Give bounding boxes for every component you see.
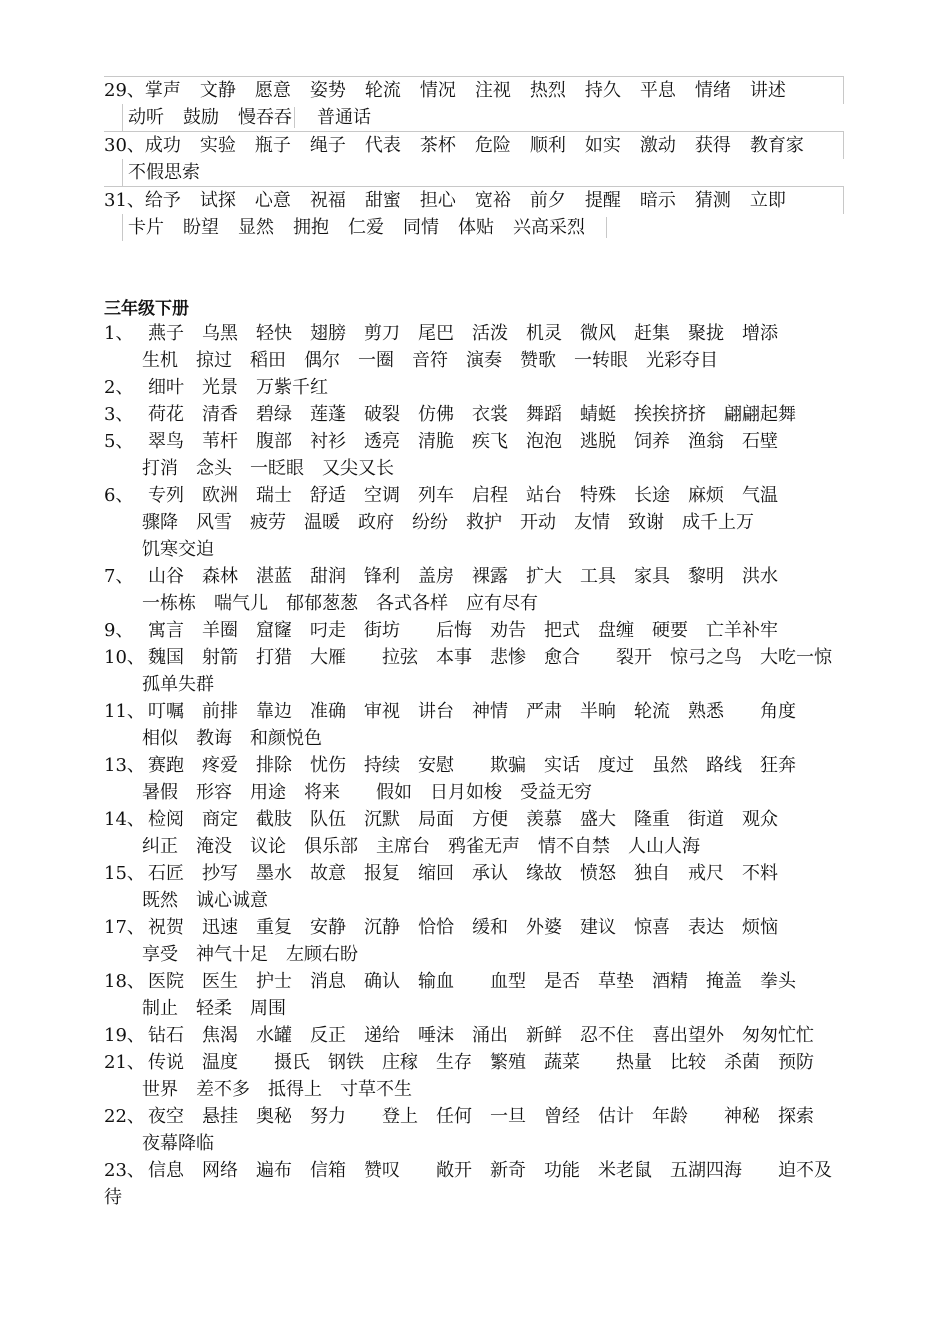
lesson-line xyxy=(104,833,864,860)
lesson-words: 饥寒交迫 xyxy=(142,539,214,560)
lesson-line xyxy=(104,1049,864,1076)
lesson-line xyxy=(104,806,864,833)
lesson-words: 纠正 淹没 议论 俱乐部 主席台 鸦雀无声 情不自禁 人山人海 xyxy=(142,836,700,857)
vocab-word: 瓶子 xyxy=(254,135,291,156)
lesson-words: 医院 医生 护士 消息 确认 输血 血型 是否 草垫 酒精 掩盖 拳头 xyxy=(148,971,796,992)
lesson-number: 19、 xyxy=(104,1025,145,1046)
lesson-words: 打消 念头 一眨眼 又尖又长 xyxy=(142,458,394,479)
vocab-word: 动听 xyxy=(128,107,164,128)
lesson-words: 魏国 射箭 打猎 大雁 拉弦 本事 悲惨 愈合 裂开 惊弓之鸟 大吃一惊 xyxy=(148,647,832,668)
vocab-word: 鼓励 xyxy=(183,107,219,128)
lesson-words: 享受 神气十足 左顾右盼 xyxy=(142,944,358,965)
vocab-word: 拥抱 xyxy=(293,217,329,238)
vocab-word: 绳子 xyxy=(309,135,346,156)
lesson-words: 荷花 清香 碧绿 莲蓬 破裂 仿佛 衣裳 舞蹈 蜻蜓 挨挨挤挤 翩翩起舞 xyxy=(148,404,796,425)
lesson-number: 7、 xyxy=(104,566,134,587)
lesson-line xyxy=(104,860,864,887)
lesson-number: 17、 xyxy=(104,917,145,938)
lesson-words: 制止 轻柔 周围 xyxy=(142,998,286,1019)
vocab-word: 茶杯 xyxy=(419,135,456,156)
section-title: 三年级下册 xyxy=(104,299,189,319)
lesson-30-line1 xyxy=(104,131,844,159)
lesson-words: 世界 差不多 抵得上 寸草不生 xyxy=(142,1079,412,1100)
vocab-word: 愿意 xyxy=(254,80,291,101)
lesson-words: 祝贺 迅速 重复 安静 沉静 恰恰 缓和 外婆 建议 惊喜 表达 烦恼 xyxy=(148,917,778,938)
lesson-number: 29、 xyxy=(104,80,145,101)
lesson-words: 相似 教诲 和颜悦色 xyxy=(142,728,322,749)
lesson-31-words xyxy=(145,190,805,211)
lesson-line xyxy=(104,428,864,455)
lesson-line xyxy=(104,590,864,617)
lesson-number: 31、 xyxy=(104,190,145,211)
vocab-word: 教育家 xyxy=(749,135,804,156)
lesson-words: 钻石 焦渴 水罐 反正 递给 唾沫 涌出 新鲜 忍不住 喜出望外 匆匆忙忙 xyxy=(148,1025,814,1046)
top-lessons xyxy=(104,76,844,241)
lesson-words: 一栋栋 喘气儿 郁郁葱葱 各式各样 应有尽有 xyxy=(142,593,538,614)
vocab-word: 提醒 xyxy=(584,190,621,211)
vocab-word: 慢吞吞 xyxy=(238,107,295,128)
vocab-word: 成功 xyxy=(144,135,181,156)
vocab-word: 卡片 xyxy=(128,217,164,238)
vocab-word: 获得 xyxy=(694,135,731,156)
vocab-word: 立即 xyxy=(749,190,786,211)
lesson-number: 18、 xyxy=(104,971,145,992)
vocab-word: 显然 xyxy=(238,217,274,238)
lesson-number: 21、 xyxy=(104,1052,145,1073)
lesson-number: 5、 xyxy=(104,431,134,452)
lesson-31-words-2 xyxy=(128,217,607,238)
lesson-line xyxy=(104,752,864,779)
lesson-30-line2 xyxy=(104,159,844,186)
lesson-words: 既然 诚心诚意 xyxy=(142,890,268,911)
vocab-word: 同情 xyxy=(403,217,439,238)
lesson-number: 6、 xyxy=(104,485,134,506)
vocab-word: 心意 xyxy=(254,190,291,211)
vocab-word: 情况 xyxy=(419,80,456,101)
wrapped-text: 待 xyxy=(104,1187,122,1208)
vocab-word: 掌声 xyxy=(144,80,181,101)
lesson-words: 传说 温度 摄氏 钢铁 庄稼 生存 繁殖 蔬菜 热量 比较 杀菌 预防 xyxy=(148,1052,814,1073)
vocab-word: 实验 xyxy=(199,135,236,156)
vocab-word: 普通话 xyxy=(317,107,371,128)
lesson-words: 赛跑 疼爱 排除 忧伤 持续 安慰 欺骗 实话 度过 虽然 路线 狂奔 xyxy=(148,755,796,776)
vocab-word: 担心 xyxy=(419,190,456,211)
lesson-words: 暑假 形容 用途 将来 假如 日月如梭 受益无穷 xyxy=(142,782,592,803)
lesson-words: 翠鸟 苇杆 腹部 衬衫 透亮 清脆 疾飞 泡泡 逃脱 饲养 渔翁 石壁 xyxy=(148,431,778,452)
lesson-line xyxy=(104,698,864,725)
lesson-words: 专列 欧洲 瑞士 舒适 空调 列车 启程 站台 特殊 长途 麻烦 气温 xyxy=(148,485,778,506)
vocab-word: 讲述 xyxy=(749,80,786,101)
vocab-word: 试探 xyxy=(199,190,236,211)
vocab-word: 如实 xyxy=(584,135,621,156)
vocab-word: 情绪 xyxy=(694,80,731,101)
lesson-number: 3、 xyxy=(104,404,134,425)
vocab-word: 仁爱 xyxy=(348,217,384,238)
lesson-number: 10、 xyxy=(104,647,145,668)
lesson-line xyxy=(104,671,864,698)
vocab-word: 宽裕 xyxy=(474,190,511,211)
lesson-line xyxy=(104,374,864,401)
lesson-29-words-2 xyxy=(128,107,390,128)
vocab-word: 不假思索 xyxy=(128,162,200,183)
lesson-line xyxy=(104,725,864,752)
vocab-word: 前夕 xyxy=(529,190,566,211)
lesson-words: 石匠 抄写 墨水 故意 报复 缩回 承认 缘故 愤怒 独自 戒尺 不料 xyxy=(148,863,778,884)
lesson-line xyxy=(104,1103,864,1130)
vocab-word: 顺利 xyxy=(529,135,566,156)
lesson-words: 夜幕降临 xyxy=(142,1133,214,1154)
vocab-word: 姿势 xyxy=(309,80,346,101)
lesson-number: 2、 xyxy=(104,377,134,398)
vocab-word: 盼望 xyxy=(183,217,219,238)
vocab-word: 轮流 xyxy=(364,80,401,101)
lesson-31-line2 xyxy=(104,214,844,241)
lesson-line xyxy=(104,995,864,1022)
lesson-words: 骤降 风雪 疲劳 温暖 政府 纷纷 救护 开动 友情 致谢 成千上万 xyxy=(142,512,754,533)
vocab-word: 注视 xyxy=(474,80,511,101)
vocabulary-list xyxy=(104,320,864,1211)
lesson-number: 11、 xyxy=(104,701,145,722)
lesson-number: 13、 xyxy=(104,755,145,776)
vocab-word: 激动 xyxy=(639,135,676,156)
vocab-word: 文静 xyxy=(199,80,236,101)
lesson-words: 燕子 乌黑 轻快 翅膀 剪刀 尾巴 活泼 机灵 微风 赶集 聚拢 增添 xyxy=(148,323,778,344)
lesson-words: 细叶 光景 万紫千红 xyxy=(148,377,328,398)
lesson-line xyxy=(104,320,864,347)
lesson-line xyxy=(104,509,864,536)
lesson-line xyxy=(104,563,864,590)
lesson-line xyxy=(104,1157,864,1184)
lesson-line xyxy=(104,914,864,941)
lesson-words: 山谷 森林 湛蓝 甜润 锋利 盖房 裸露 扩大 工具 家具 黎明 洪水 xyxy=(148,566,778,587)
lesson-number: 14、 xyxy=(104,809,145,830)
lesson-words: 夜空 悬挂 奥秘 努力 登上 任何 一旦 曾经 估计 年龄 神秘 探索 xyxy=(148,1106,814,1127)
vocab-word: 代表 xyxy=(364,135,401,156)
vocab-word: 暗示 xyxy=(639,190,676,211)
lesson-line xyxy=(104,1022,864,1049)
vocab-word: 猜测 xyxy=(694,190,731,211)
lesson-line xyxy=(104,347,864,374)
lesson-line xyxy=(104,1076,864,1103)
lesson-words: 生机 掠过 稻田 偶尔 一圈 音符 演奏 赞歌 一转眼 光彩夺目 xyxy=(142,350,718,371)
lesson-number: 22、 xyxy=(104,1106,145,1127)
lesson-number: 23、 xyxy=(104,1160,145,1181)
vocab-word: 祝福 xyxy=(309,190,346,211)
lesson-number: 30、 xyxy=(104,135,145,156)
vocab-word: 热烈 xyxy=(529,80,566,101)
lesson-29-line2 xyxy=(104,104,844,131)
lesson-line xyxy=(104,455,864,482)
lesson-words: 寓言 羊圈 窟窿 叼走 街坊 后悔 劝告 把式 盘缠 硬要 亡羊补牢 xyxy=(148,620,778,641)
vocab-word: 给予 xyxy=(144,190,181,211)
lesson-number: 9、 xyxy=(104,620,134,641)
lesson-words: 信息 网络 遍布 信箱 赞叹 敞开 新奇 功能 米老鼠 五湖四海 迫不及 xyxy=(148,1160,832,1181)
lesson-line xyxy=(104,779,864,806)
lesson-29-words xyxy=(145,80,805,101)
lesson-29-line1 xyxy=(104,76,844,104)
vocab-word: 体贴 xyxy=(458,217,494,238)
lesson-words: 孤单失群 xyxy=(142,674,214,695)
lesson-line xyxy=(104,401,864,428)
vocab-word: 甜蜜 xyxy=(364,190,401,211)
lesson-line xyxy=(104,968,864,995)
lesson-line xyxy=(104,644,864,671)
lesson-number: 1、 xyxy=(104,323,134,344)
vocab-word: 持久 xyxy=(584,80,621,101)
lesson-number: 15、 xyxy=(104,863,145,884)
lesson-line xyxy=(104,887,864,914)
vocab-word: 兴高采烈 xyxy=(513,217,585,238)
lesson-30-words xyxy=(145,135,823,156)
vocab-word: 平息 xyxy=(639,80,676,101)
lesson-line xyxy=(104,536,864,563)
lesson-words: 叮嘱 前排 靠边 准确 审视 讲台 神情 严肃 半晌 轮流 熟悉 角度 xyxy=(148,701,796,722)
lesson-30-words-2 xyxy=(128,162,219,183)
vocab-word: 危险 xyxy=(474,135,511,156)
lesson-line xyxy=(104,617,864,644)
lesson-words: 检阅 商定 截肢 队伍 沉默 局面 方便 羡慕 盛大 隆重 街道 观众 xyxy=(148,809,778,830)
lesson-line xyxy=(104,482,864,509)
lesson-line xyxy=(104,941,864,968)
lesson-31-line1 xyxy=(104,186,844,214)
lesson-line xyxy=(104,1130,864,1157)
